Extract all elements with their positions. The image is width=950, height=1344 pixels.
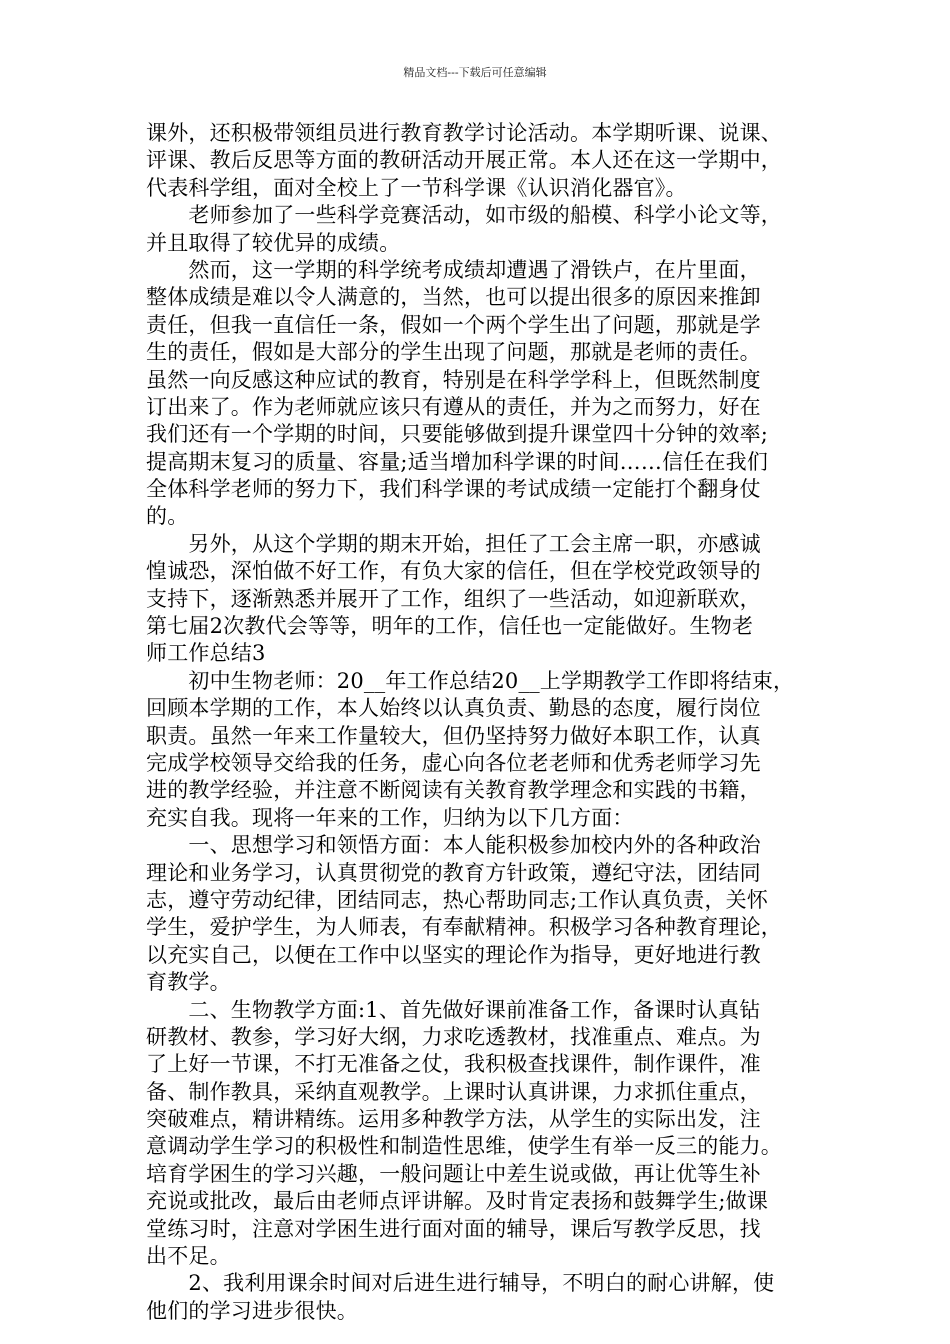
text-line: 以充实自己，以便在工作中以坚实的理论作为指导，更好地进行教 — [146, 942, 761, 967]
text-line: 职责。虽然一年来工作量较大，但仍坚持努力做好本职工作，认真 — [146, 723, 761, 748]
text-line: 培育学困生的学习兴趣，一般问题让中差生说或做，再让优等生补 — [146, 1161, 761, 1186]
text-line: 育教学。 — [146, 970, 231, 995]
text-line: 学生，爱护学生，为人师表，有奉献精神。积极学习各种教育理论， — [146, 915, 782, 940]
text-line: 充实自我。现将一年来的工作，归纳为以下几方面： — [146, 805, 634, 830]
text-line: 完成学校领导交给我的任务，虚心向各位老老师和优秀老师学习先 — [146, 750, 761, 775]
text-line: 进的教学经验，并注意不断阅读有关教育教学理念和实践的书籍， — [146, 778, 761, 803]
text-line: 责任，但我一直信任一条，假如一个两个学生出了问题，那就是学 — [146, 312, 761, 337]
text-line: 的。 — [146, 504, 189, 529]
text-line: 惶诚恐，深怕做不好工作，有负大家的信任，但在学校党政领导的 — [146, 559, 761, 584]
text-line: 志，遵守劳动纪律，团结同志，热心帮助同志;工作认真负责，关怀 — [146, 887, 769, 912]
text-line: 另外，从这个学期的期末开始，担任了工会主席一职，亦感诚 — [146, 531, 761, 556]
document-body — [146, 120, 812, 1325]
text-line: 第七届2次教代会等等，明年的工作，信任也一定能做好。生物老 — [146, 614, 754, 639]
text-line: 课外，还积极带领组员进行教育教学讨论活动。本学期听课、说课、 — [146, 121, 782, 145]
text-line: 老师参加了一些科学竞赛活动，如市级的船模、科学小论文等， — [146, 203, 782, 228]
text-line: 全体科学老师的努力下，我们科学课的考试成绩一定能打个翻身仗 — [146, 477, 761, 502]
text-line: 我们还有一个学期的时间，只要能够做到提升课堂四十分钟的效率; — [146, 422, 769, 447]
text-line: 研教材、教参，学习好大纲，力求吃透教材，找准重点、难点。为 — [146, 1024, 761, 1049]
text-line: 2、我利用课余时间对后进生进行辅导，不明白的耐心讲解，使 — [146, 1271, 775, 1296]
text-line: 师工作总结3 — [146, 641, 266, 666]
text-line: 生的责任，假如是大部分的学生出现了问题，那就是老师的责任。 — [146, 340, 761, 365]
text-line: 充说或批改，最后由老师点评讲解。及时肯定表扬和鼓舞学生;做课 — [146, 1189, 769, 1214]
text-line: 一、思想学习和领悟方面：本人能积极参加校内外的各种政治 — [146, 833, 761, 858]
text-line: 他们的学习进步很快。 — [146, 1298, 358, 1323]
text-line: 支持下，逐渐熟悉并展开了工作，组织了一些活动，如迎新联欢， — [146, 586, 761, 611]
text-line: 回顾本学期的工作，本人始终以认真负责、勤恳的态度，履行岗位 — [146, 696, 761, 721]
text-line: 虽然一向反感这种应试的教育，特别是在科学学科上，但既然制度 — [146, 367, 761, 392]
text-line: 并且取得了较优异的成绩。 — [146, 230, 401, 255]
text-line: 提高期末复习的质量、容量;适当增加科学课的时间……信任在我们 — [146, 449, 769, 474]
text-line: 整体成绩是难以令人满意的，当然，也可以提出很多的原因来推卸 — [146, 285, 761, 310]
text-line: 二、生物教学方面:1、首先做好课前准备工作，备课时认真钻 — [146, 997, 761, 1022]
text-line: 意调动学生学习的积极性和制造性思维，使学生有举一反三的能力。 — [146, 1134, 782, 1159]
text-line: 备、制作教具，采纳直观教学。上课时认真讲课，力求抓住重点， — [146, 1079, 761, 1104]
text-line: 初中生物老师：20__年工作总结20__上学期教学工作即将结束， — [146, 668, 795, 693]
text-line: 评课、教后反思等方面的教研活动开展正常。本人还在这一学期中， — [146, 148, 782, 173]
text-line: 代表科学组，面对全校上了一节科学课《认识消化器官》。 — [146, 175, 687, 200]
text-line: 出不足。 — [146, 1244, 231, 1269]
text-line: 突破难点，精讲精练。运用多种教学方法，从学生的实际出发，注 — [146, 1107, 761, 1132]
text-line: 理论和业务学习，认真贯彻党的教育方针政策，遵纪守法，团结同 — [146, 860, 761, 885]
text-line: 然而，这一学期的科学统考成绩却遭遇了滑铁卢，在片里面， — [146, 257, 761, 282]
page-header: 精品文档---下载后可任意编辑 — [403, 66, 547, 79]
text-line: 堂练习时，注意对学困生进行面对面的辅导，课后写教学反思，找 — [146, 1216, 761, 1241]
text-line: 订出来了。作为老师就应该只有遵从的责任，并为之而努力，好在 — [146, 394, 761, 419]
text-line: 了上好一节课，不打无准备之仗，我积极查找课件，制作课件，准 — [146, 1052, 761, 1077]
